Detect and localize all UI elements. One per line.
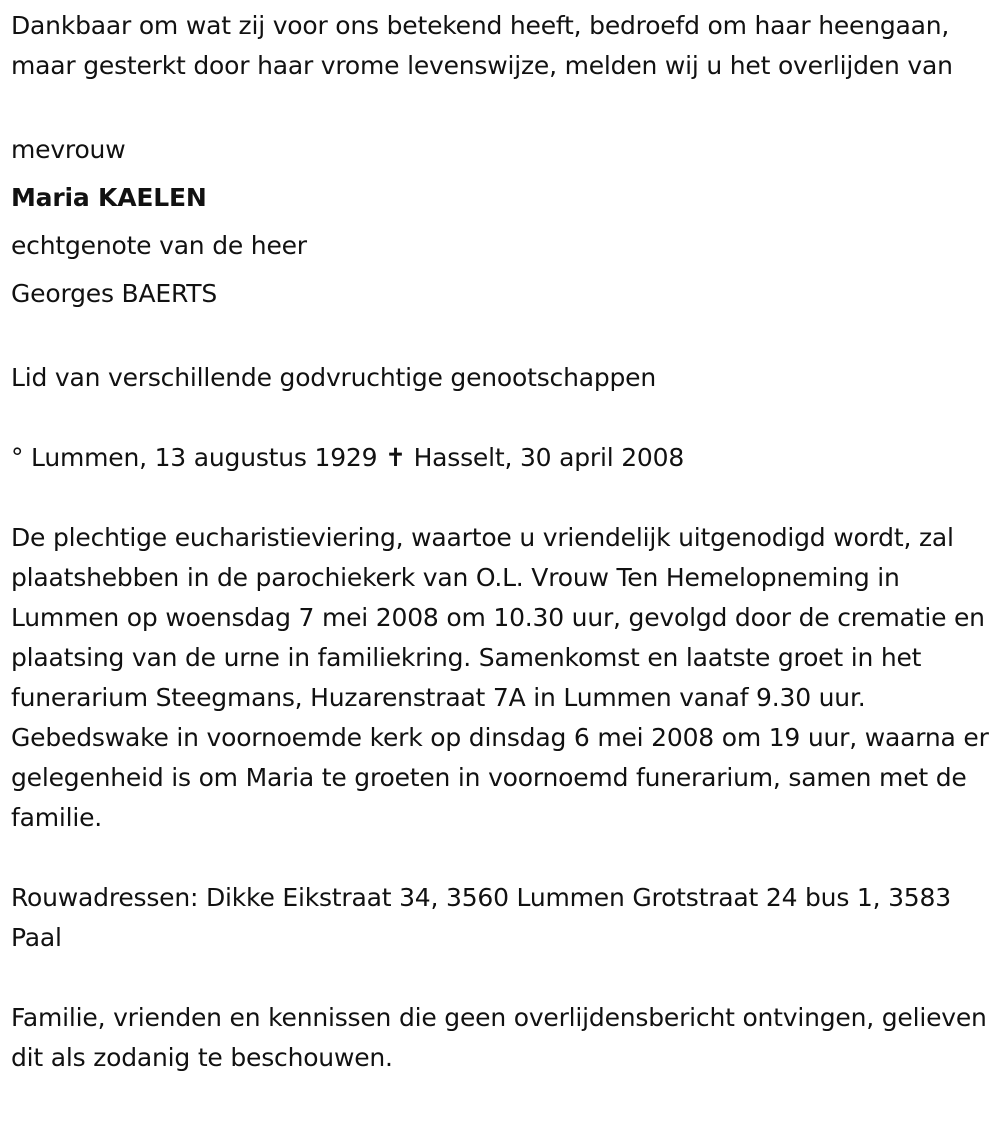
intro-paragraph: Dankbaar om wat zij voor ons betekend heeft, bedroefd om haar heengaan, maar gesterkt door haar vrome levenswijze, melden wij u het overlijden van	[11, 11, 953, 80]
death-info: Hasselt, 30 april 2008	[413, 443, 685, 472]
addresses-paragraph: Rouwadressen: Dikke Eikstraat 34, 3560 Lummen Grotstraat 24 bus 1, 3583 Paal	[11, 883, 951, 952]
spouse-relation: echtgenote van de heer	[11, 231, 307, 260]
deceased-name: Maria KAELEN	[11, 183, 207, 212]
obituary-document	[11, 6, 996, 1118]
membership-text: Lid van verschillende godvruchtige genootschappen	[11, 363, 656, 392]
ceremony-paragraph: De plechtige eucharistieviering, waartoe u vriendelijk uitgenodigd wordt, zal plaatshebben in de parochiekerk van O.L. Vrouw Ten Hemelopneming in Lummen op woensdag 7 mei 2008 om 10.30 uur, gevolgd door de crematie en plaatsing van de urne in familiekring. Samenkomst en laatste groet in het funerarium Steegmans, Huzarenstraat 7A in Lummen vanaf 9.30 uur. Gebedswake in voornoemde kerk op dinsdag 6 mei 2008 om 19 uur, waarna er gelegenheid is om Maria te groeten in voornoemd funerarium, samen met de familie.	[11, 523, 989, 832]
dates-line	[11, 438, 996, 478]
cross-icon: ✝	[385, 443, 406, 472]
spouse-name: Georges BAERTS	[11, 279, 218, 308]
title-prefix: mevrouw	[11, 135, 126, 164]
birth-info: ° Lummen, 13 augustus 1929	[11, 443, 378, 472]
deceased-block	[11, 126, 996, 318]
closing-paragraph: Familie, vrienden en kennissen die geen overlijdensbericht ontvingen, gelieven dit als zodanig te beschouwen.	[11, 1003, 987, 1072]
